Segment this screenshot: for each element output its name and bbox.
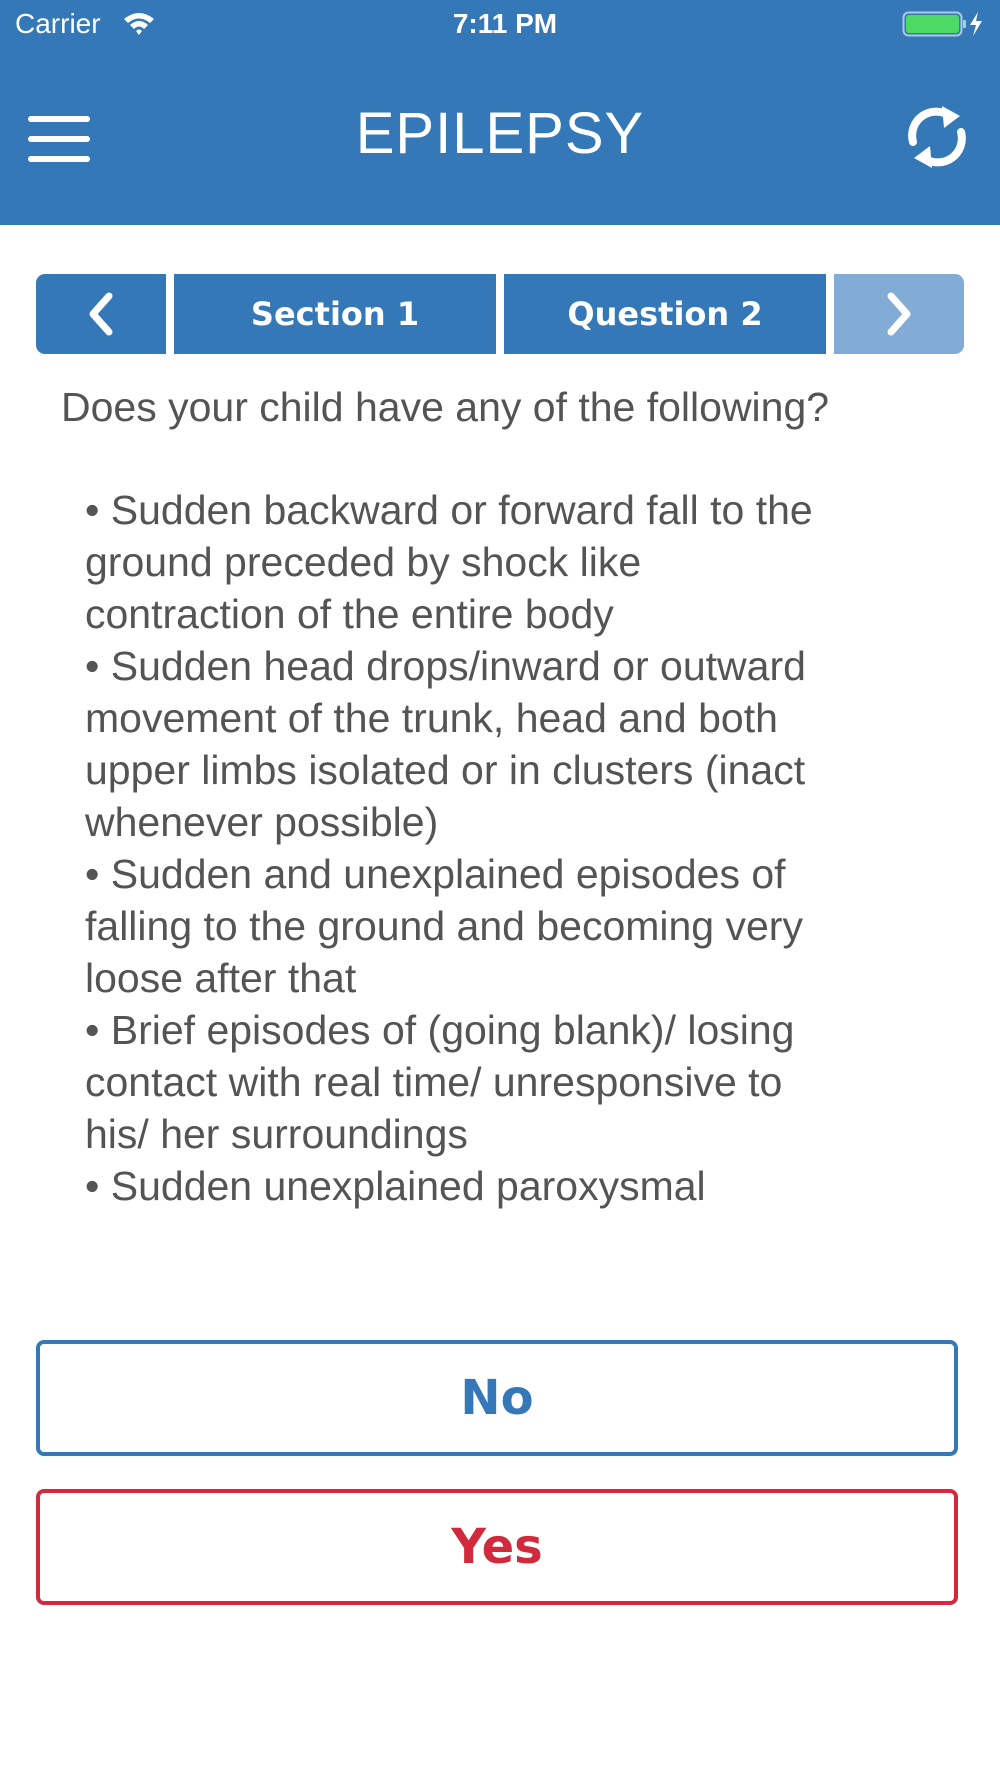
battery-charging-icon	[902, 10, 992, 38]
yes-button-label: Yes	[451, 1519, 543, 1575]
list-item: falling to the ground and becoming very	[85, 903, 803, 949]
no-button[interactable]	[36, 1340, 958, 1456]
next-button[interactable]	[834, 274, 964, 354]
section-label: Section 1	[250, 295, 420, 333]
list-item: ground preceded by shock like	[85, 539, 642, 585]
chevron-left-icon	[83, 292, 119, 336]
list-item: contraction of the entire body	[85, 591, 614, 637]
status-bar	[0, 0, 1000, 50]
list-item: movement of the trunk, head and both	[85, 695, 778, 741]
list-item: loose after that	[85, 955, 357, 1001]
list-item: whenever possible)	[85, 799, 439, 845]
page-title: EPILEPSY	[355, 101, 645, 166]
app-header	[0, 0, 1000, 225]
previous-button[interactable]	[36, 274, 166, 354]
question-navigation	[36, 274, 964, 354]
list-item: • Brief episodes of (going blank)/ losing	[85, 1007, 795, 1053]
chevron-right-icon	[881, 292, 917, 336]
list-item: • Sudden unexplained paroxysmal	[85, 1163, 706, 1209]
list-item: upper limbs isolated or in clusters (inact	[85, 747, 806, 793]
question-label: Question 2	[567, 295, 763, 333]
yes-button[interactable]	[36, 1489, 958, 1605]
status-time: 7:11 PM	[452, 8, 558, 39]
list-item: • Sudden and unexplained episodes of	[85, 851, 786, 897]
no-button-label: No	[460, 1370, 534, 1426]
carrier-label: Carrier	[15, 8, 101, 39]
question-text: Does your child have any of the following?	[61, 384, 830, 430]
list-item: his/ her surroundings	[85, 1111, 468, 1157]
question-button[interactable]	[504, 274, 826, 354]
section-button[interactable]	[174, 274, 496, 354]
list-item: • Sudden backward or forward fall to the	[85, 487, 813, 533]
list-item: contact with real time/ unresponsive to	[85, 1059, 783, 1105]
symptom-list	[85, 484, 965, 1212]
list-item: • Sudden head drops/inward or outward	[85, 643, 806, 689]
refresh-icon[interactable]	[900, 100, 974, 174]
